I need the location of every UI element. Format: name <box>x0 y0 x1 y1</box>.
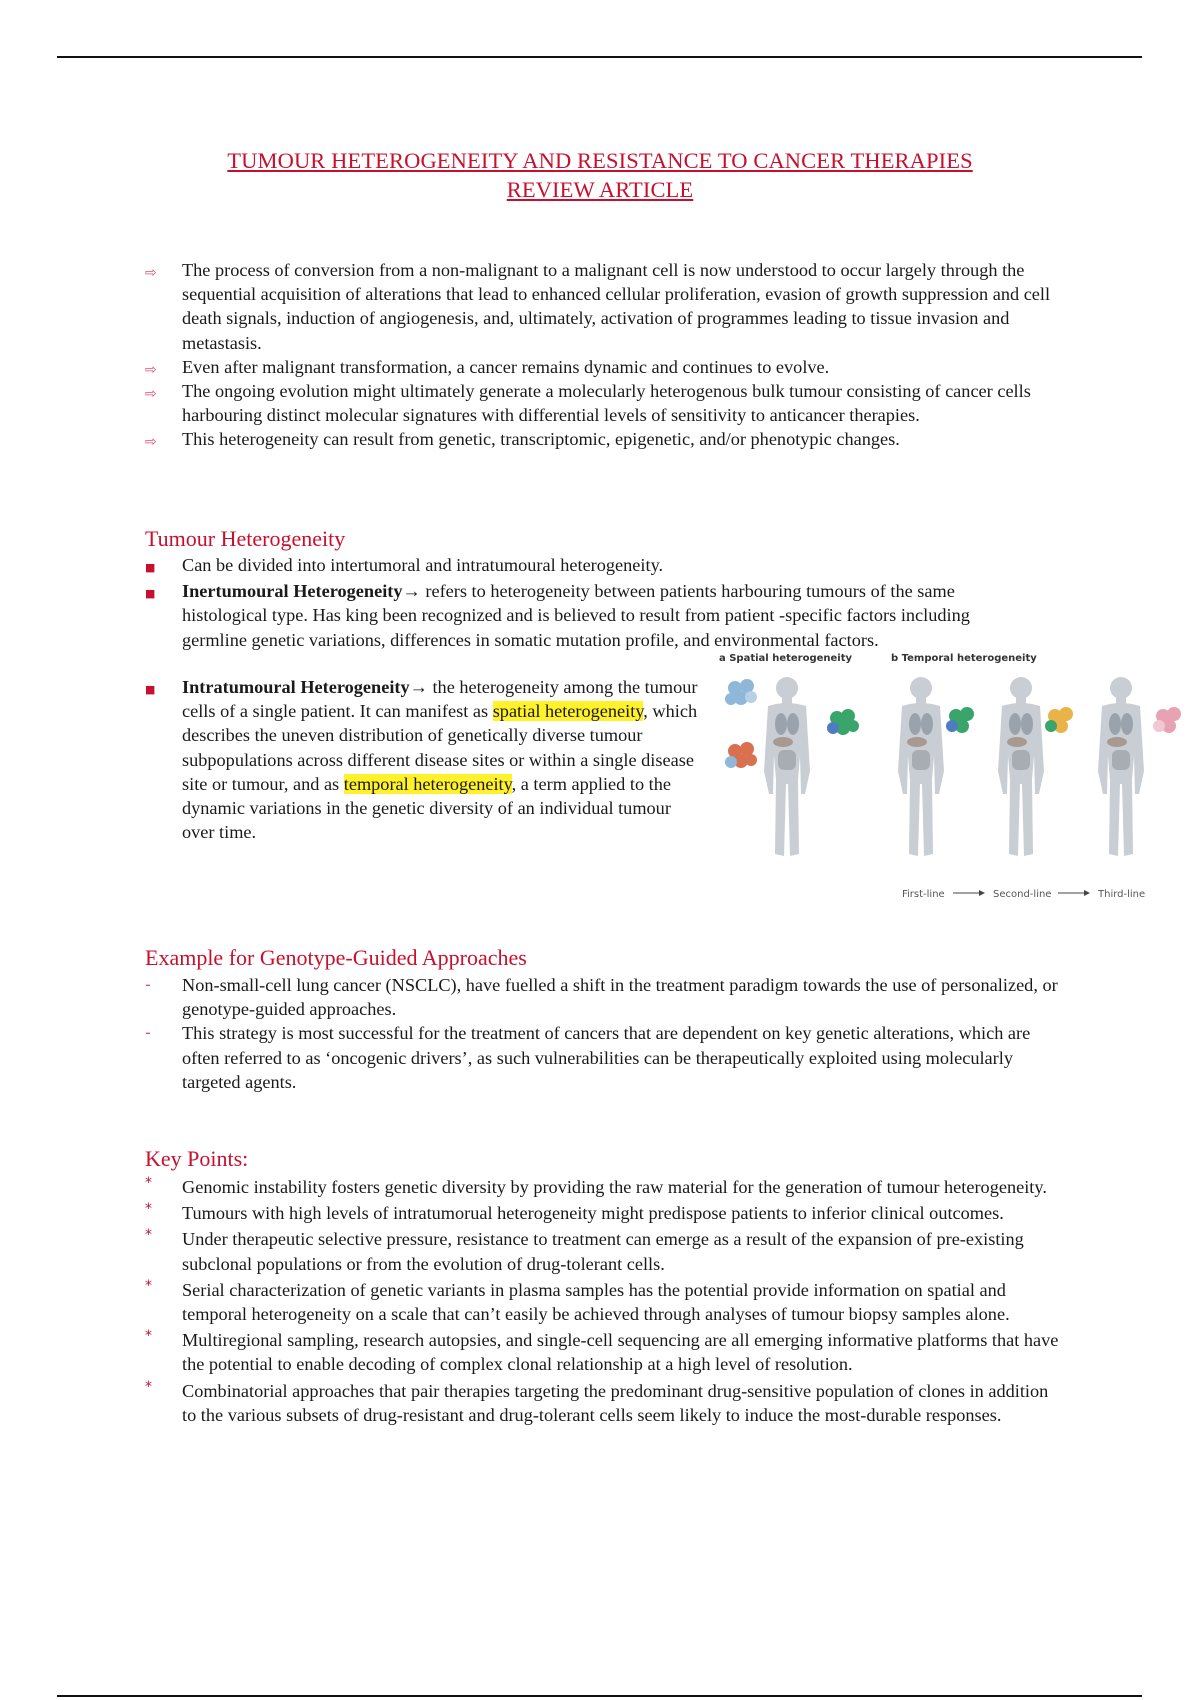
genotype-list <box>145 973 1065 1094</box>
list-item: - Non-small-cell lung cancer (NSCLC), have fuelled a shift in the treatment paradigm towards the use of personalized, or genotype-guided approaches. <box>145 975 1058 1020</box>
asterisk-bullet-icon: * <box>145 1175 152 1191</box>
arrow-head-icon <box>1084 890 1090 896</box>
section-heading-tumour-heterogeneity: Tumour Heterogeneity <box>145 526 346 551</box>
asterisk-bullet-icon: * <box>145 1328 152 1345</box>
clone-cluster-orange <box>1045 707 1073 733</box>
section-heading-genotype: Example for Genotype-Guided Approaches <box>145 945 527 970</box>
list-item: * Multiregional sampling, research autopsies, and single-cell sequencing are all emerging informative platforms that have the potential to enable decoding of complex clonal relationship at a high level of resolution. <box>145 1328 1065 1376</box>
asterisk-bullet-icon: * <box>145 1201 152 1218</box>
treatment-label-first: First-line <box>902 889 945 900</box>
square-bullet-icon: ■ <box>145 587 156 601</box>
key-points-list <box>145 1175 1065 1427</box>
dash-bullet-icon: - <box>145 1023 151 1043</box>
list-item: * Combinatorial approaches that pair therapies targeting the predominant drug-sensitive population of clones in addition to the various subsets of drug-resistant and drug-tolerant cells seem likely to induce the most-durable responses. <box>145 1379 1065 1427</box>
arrow-bullet-icon: ⇨ <box>145 386 157 403</box>
treatment-label-second: Second-line <box>993 889 1052 900</box>
asterisk-bullet-icon: * <box>145 1378 152 1395</box>
asterisk-bullet-icon: * <box>145 1277 152 1294</box>
asterisk-bullet-icon: * <box>145 1227 152 1244</box>
list-item: * Under therapeutic selective pressure, resistance to treatment can emerge as a result of the expansion of pre-existing subclonal populations or from the evolution of drug-tolerant cells. <box>145 1227 1065 1275</box>
clone-cluster-red <box>725 742 757 768</box>
clone-cluster-pink <box>1153 707 1181 733</box>
treatment-label-third: Third-line <box>1098 889 1146 900</box>
page-title <box>0 146 1200 204</box>
top-rule <box>57 56 1142 58</box>
intro-list <box>145 258 1065 452</box>
list-item: ⇨ The ongoing evolution might ultimately generate a molecularly heterogenous bulk tumour consisting of cancer cells harbouring distinct molecular signatures with differential levels of sensitivity to anticancer therapies. <box>145 381 1031 426</box>
list-item: - This strategy is most successful for the treatment of cancers that are dependent on key genetic alterations, which are often referred to as ‘oncogenic drivers’, as such vulnerabilities can be therapeutically exploited using molecularly targeted agents. <box>145 1023 1031 1092</box>
list-item: ⇨ Even after malignant transformation, a cancer remains dynamic and continues to evolve. <box>145 355 1065 379</box>
list-item: * Genomic instability fosters genetic diversity by providing the raw material for the generation of tumour heterogeneity. <box>145 1175 1065 1199</box>
term-intratumoural: Intratumoural Heterogeneity <box>182 677 410 697</box>
clone-cluster-green-first <box>946 707 974 733</box>
arrow-head-icon <box>979 890 985 896</box>
highlight-temporal-heterogeneity: temporal heterogeneity <box>343 773 512 794</box>
title-line-1: TUMOUR HETEROGENEITY AND RESISTANCE TO CANCER THERAPIES <box>227 148 973 173</box>
term-intertumoural: Inertumoural Heterogeneity <box>182 581 403 602</box>
arrow-bullet-icon: ⇨ <box>145 361 157 378</box>
section-heading-key-points: Key Points: <box>145 1146 249 1171</box>
arrow-bullet-icon: ⇨ <box>145 434 157 451</box>
list-item: ■ Inertumoural Heterogeneity→ refers to heterogeneity between patients harbouring tumours of the same histological type. Has king been recognized and is believed to result from patient -specific factors including germline genetic variations, differences in somatic mutation profile, and environmental factors. <box>145 581 970 650</box>
figure-label-temporal: b Temporal heterogeneity <box>891 653 1037 664</box>
human-body-first-line <box>898 677 944 856</box>
clone-cluster-blue <box>725 679 757 705</box>
right-arrow-icon: → <box>409 677 428 697</box>
figure-label-spatial: a Spatial heterogeneity <box>719 653 853 664</box>
tumour-heterogeneity-list <box>145 553 1035 652</box>
human-body-second-line <box>998 677 1044 856</box>
bottom-rule <box>57 1695 1142 1697</box>
arrow-bullet-icon: ⇨ <box>145 265 157 281</box>
list-item: ⇨ This heterogeneity can result from genetic, transcriptomic, epigenetic, and/or phenotypic changes. <box>145 427 1065 451</box>
list-item: ⇨ The process of conversion from a non-malignant to a malignant cell is now understood to occur largely through the sequential acquisition of alterations that lead to enhanced cellular proliferation, evasion of growth suppression and cell death signals, induction of angiogenesis, and, ultimately, activation of programmes leading to tissue invasion and metastasis. <box>145 260 1051 353</box>
title-line-2: REVIEW ARTICLE <box>506 177 694 202</box>
list-item: ■ Intratumoural Heterogeneity→ the heterogeneity among the tumour cells of a single patient. It can manifest as spatial heterogeneity, which describes the uneven distribution of genetically diverse tumour subpopulations across different disease sites or within a single disease site or tumour, and as temporal heterogeneity, a term applied to the dynamic variations in the genetic diversity of an individual tumour over time. <box>145 677 698 843</box>
list-item: * Serial characterization of genetic variants in plasma samples has the potential provide information on spatial and temporal heterogeneity on a scale that can’t easily be achieved through analyses of tumour biopsy samples alone. <box>145 1278 1065 1326</box>
square-bullet-icon: ■ <box>145 683 156 696</box>
heterogeneity-figure <box>717 646 1194 908</box>
highlight-spatial-heterogeneity: spatial heterogeneity <box>492 701 644 722</box>
clone-cluster-green <box>827 709 859 735</box>
dash-bullet-icon: - <box>145 975 151 994</box>
list-item: ■ Can be divided into intertumoral and intratumoural heterogeneity. <box>145 553 1035 577</box>
right-arrow-icon: → <box>402 581 421 602</box>
human-body-spatial <box>764 677 810 856</box>
square-bullet-icon: ■ <box>145 561 156 574</box>
human-body-third-line <box>1098 677 1144 856</box>
list-item: * Tumours with high levels of intratumorual heterogeneity might predispose patients to inferior clinical outcomes. <box>145 1201 1065 1225</box>
intratumoural-list <box>145 675 700 844</box>
